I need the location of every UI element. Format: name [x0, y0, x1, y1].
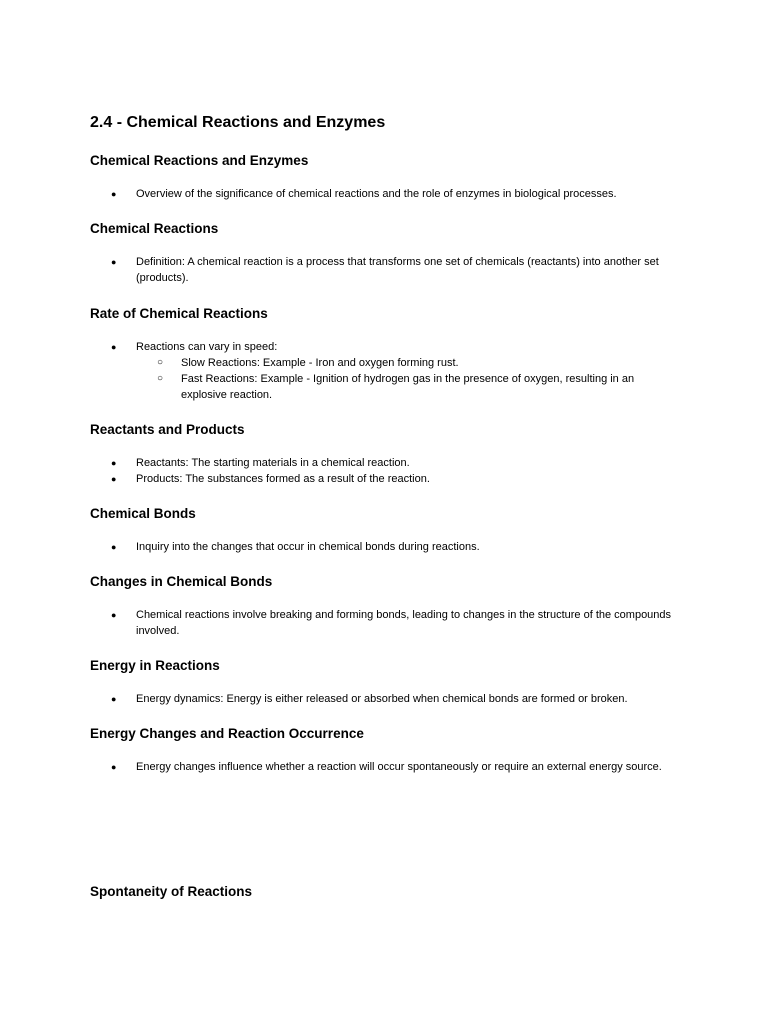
list-item-text: Chemical reactions involve breaking and forming bonds, leading to changes in the structure of the compounds involved.	[136, 609, 672, 637]
list-item	[90, 471, 676, 487]
list-item-text: Reactions can vary in speed:	[136, 341, 278, 353]
section-heading: Chemical Bonds	[90, 506, 196, 521]
bullet-list	[90, 186, 690, 202]
bullet-list	[90, 539, 690, 555]
bullet-list	[90, 607, 690, 639]
list-item	[90, 759, 676, 775]
list-item-text: Overview of the significance of chemical reactions and the role of enzymes in biological processes.	[136, 188, 617, 200]
bullet-list	[90, 691, 690, 707]
section-heading: Reactants and Products	[90, 422, 245, 437]
bullet-icon: ●	[111, 458, 117, 468]
section-chemical-reactions	[90, 220, 690, 286]
section-chemical-bonds	[90, 505, 690, 555]
list-item-text: Energy dynamics: Energy is either released or absorbed when chemical bonds are formed or broken.	[136, 693, 628, 705]
bullet-icon: ●	[111, 342, 117, 352]
section-reactants-and-products	[90, 421, 690, 487]
bullet-icon: ●	[111, 474, 117, 484]
list-item-text: Definition: A chemical reaction is a process that transforms one set of chemicals (reactants) into another set (products).	[136, 256, 659, 284]
section-heading: Spontaneity of Reactions	[90, 884, 253, 899]
list-item	[90, 539, 676, 555]
list-item-text: Products: The substances formed as a result of the reaction.	[136, 473, 430, 485]
section-heading: Chemical Reactions and Enzymes	[90, 153, 309, 168]
bullet-icon: ●	[111, 762, 117, 772]
bullet-list	[90, 339, 690, 403]
hollow-bullet-icon: ○	[157, 373, 164, 384]
section-heading: Energy in Reactions	[90, 658, 220, 673]
list-item	[90, 339, 676, 355]
list-item-text: Slow Reactions: Example - Iron and oxygen forming rust.	[181, 357, 459, 369]
bullet-icon: ●	[111, 189, 117, 199]
section-heading: Changes in Chemical Bonds	[90, 574, 273, 589]
bullet-icon: ●	[111, 610, 117, 620]
list-item	[90, 691, 676, 707]
list-item	[90, 186, 676, 202]
section-energy-changes-and-reaction-occurrence	[90, 725, 690, 775]
list-item-text: Inquiry into the changes that occur in chemical bonds during reactions.	[136, 541, 480, 553]
sub-list-item	[90, 355, 651, 371]
bullet-icon: ●	[111, 257, 117, 267]
list-item-text: Reactants: The starting materials in a chemical reaction.	[136, 457, 410, 469]
list-item	[90, 455, 676, 471]
list-item	[90, 254, 676, 286]
section-changes-in-chemical-bonds	[90, 573, 690, 639]
section-spontaneity-of-reactions	[90, 883, 690, 901]
page-title: 2.4 - Chemical Reactions and Enzymes	[90, 114, 386, 131]
bullet-icon: ●	[111, 694, 117, 704]
bullet-list	[90, 455, 690, 487]
hollow-bullet-icon: ○	[157, 357, 164, 368]
list-item-text: Fast Reactions: Example - Ignition of hydrogen gas in the presence of oxygen, resulting in an explosive reaction.	[181, 373, 635, 401]
section-heading: Rate of Chemical Reactions	[90, 306, 268, 321]
section-energy-in-reactions	[90, 657, 690, 707]
section-heading: Chemical Reactions	[90, 221, 219, 236]
list-item-text: Energy changes influence whether a reaction will occur spontaneously or require an external energy source.	[136, 761, 662, 773]
bullet-list	[90, 254, 690, 286]
bullet-icon: ●	[111, 542, 117, 552]
section-rate-of-chemical-reactions	[90, 305, 690, 403]
sub-list-item	[90, 371, 651, 403]
bullet-list	[90, 759, 690, 775]
section-chemical-reactions-and-enzymes	[90, 152, 690, 202]
section-heading: Energy Changes and Reaction Occurrence	[90, 726, 364, 741]
list-item	[90, 607, 676, 639]
